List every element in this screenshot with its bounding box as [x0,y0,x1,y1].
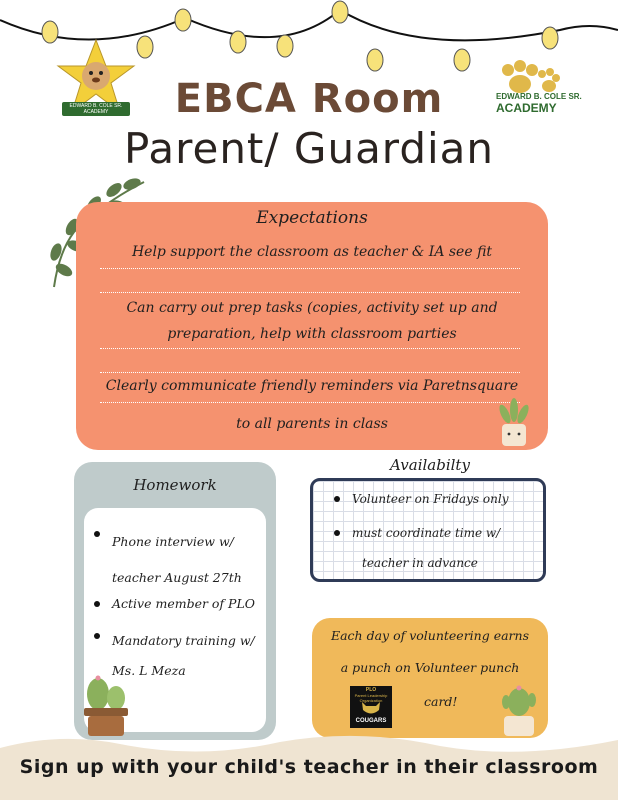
cougars-logo-subtitle: Parent Leadership Organization [354,693,388,703]
availability-item [338,524,544,542]
homework-item-text: Phone interview w/ teacher August 27th [112,534,242,585]
cougar-head-icon [360,700,382,716]
availability-item-text: Volunteer on Fridays only [352,492,509,506]
dotted-divider [100,372,520,373]
expectations-title: Expectations [256,208,368,228]
homework-item-text: Mandatory training w/ Ms. L Meza [112,633,255,678]
cactus-pot-icon [80,668,132,738]
expectation-item: Can carry out prep tasks (copies, activity set up and [126,300,498,316]
cougars-logo-title: PLO [365,687,377,693]
homework-title: Homework [133,476,217,494]
expectation-item: preparation, help with classroom parties [167,326,457,342]
dotted-divider [100,348,520,349]
homework-item-text: Active member of PLO [112,596,256,611]
availability-item-text: teacher in advance [362,556,478,570]
cougars-logo-name: COUGARS [355,718,387,724]
succulent-pot-icon [494,396,534,448]
volunteer-text: Each day of volunteering earns [330,628,529,643]
right-logo-line2: ACADEMY [496,101,557,115]
bullet-icon [94,601,100,607]
volunteer-text: card! [424,694,458,709]
sign-up-banner: Sign up with your child's teacher in their classroom [19,756,599,778]
availability-item [338,490,544,508]
page-subtitle: Parent/ Guardian [123,124,495,173]
expectation-item: Clearly communicate friendly reminders via Paretnsquare [105,378,519,394]
availability-title: Availabilty [390,456,470,474]
bullet-icon [94,531,100,537]
bullet-icon [94,633,100,639]
expectation-item: to all parents in class [236,416,388,432]
page-title: EBCA Room [174,76,444,122]
left-logo-caption: EDWARD B. COLE SR. ACADEMY [62,102,130,116]
dotted-divider [100,402,520,403]
availability-item-text: must coordinate time w/ [352,526,501,540]
homework-item [96,524,268,596]
volunteer-text: a punch on Volunteer punch [340,660,520,675]
expectation-item: Help support the classroom as teacher & IA see fit [131,244,493,260]
bullet-icon [334,496,340,502]
dotted-divider [100,292,520,293]
homework-item [96,594,268,614]
right-logo-line1: EDWARD B. COLE SR. [496,92,582,101]
bullet-icon [334,530,340,536]
dotted-divider [100,268,520,269]
